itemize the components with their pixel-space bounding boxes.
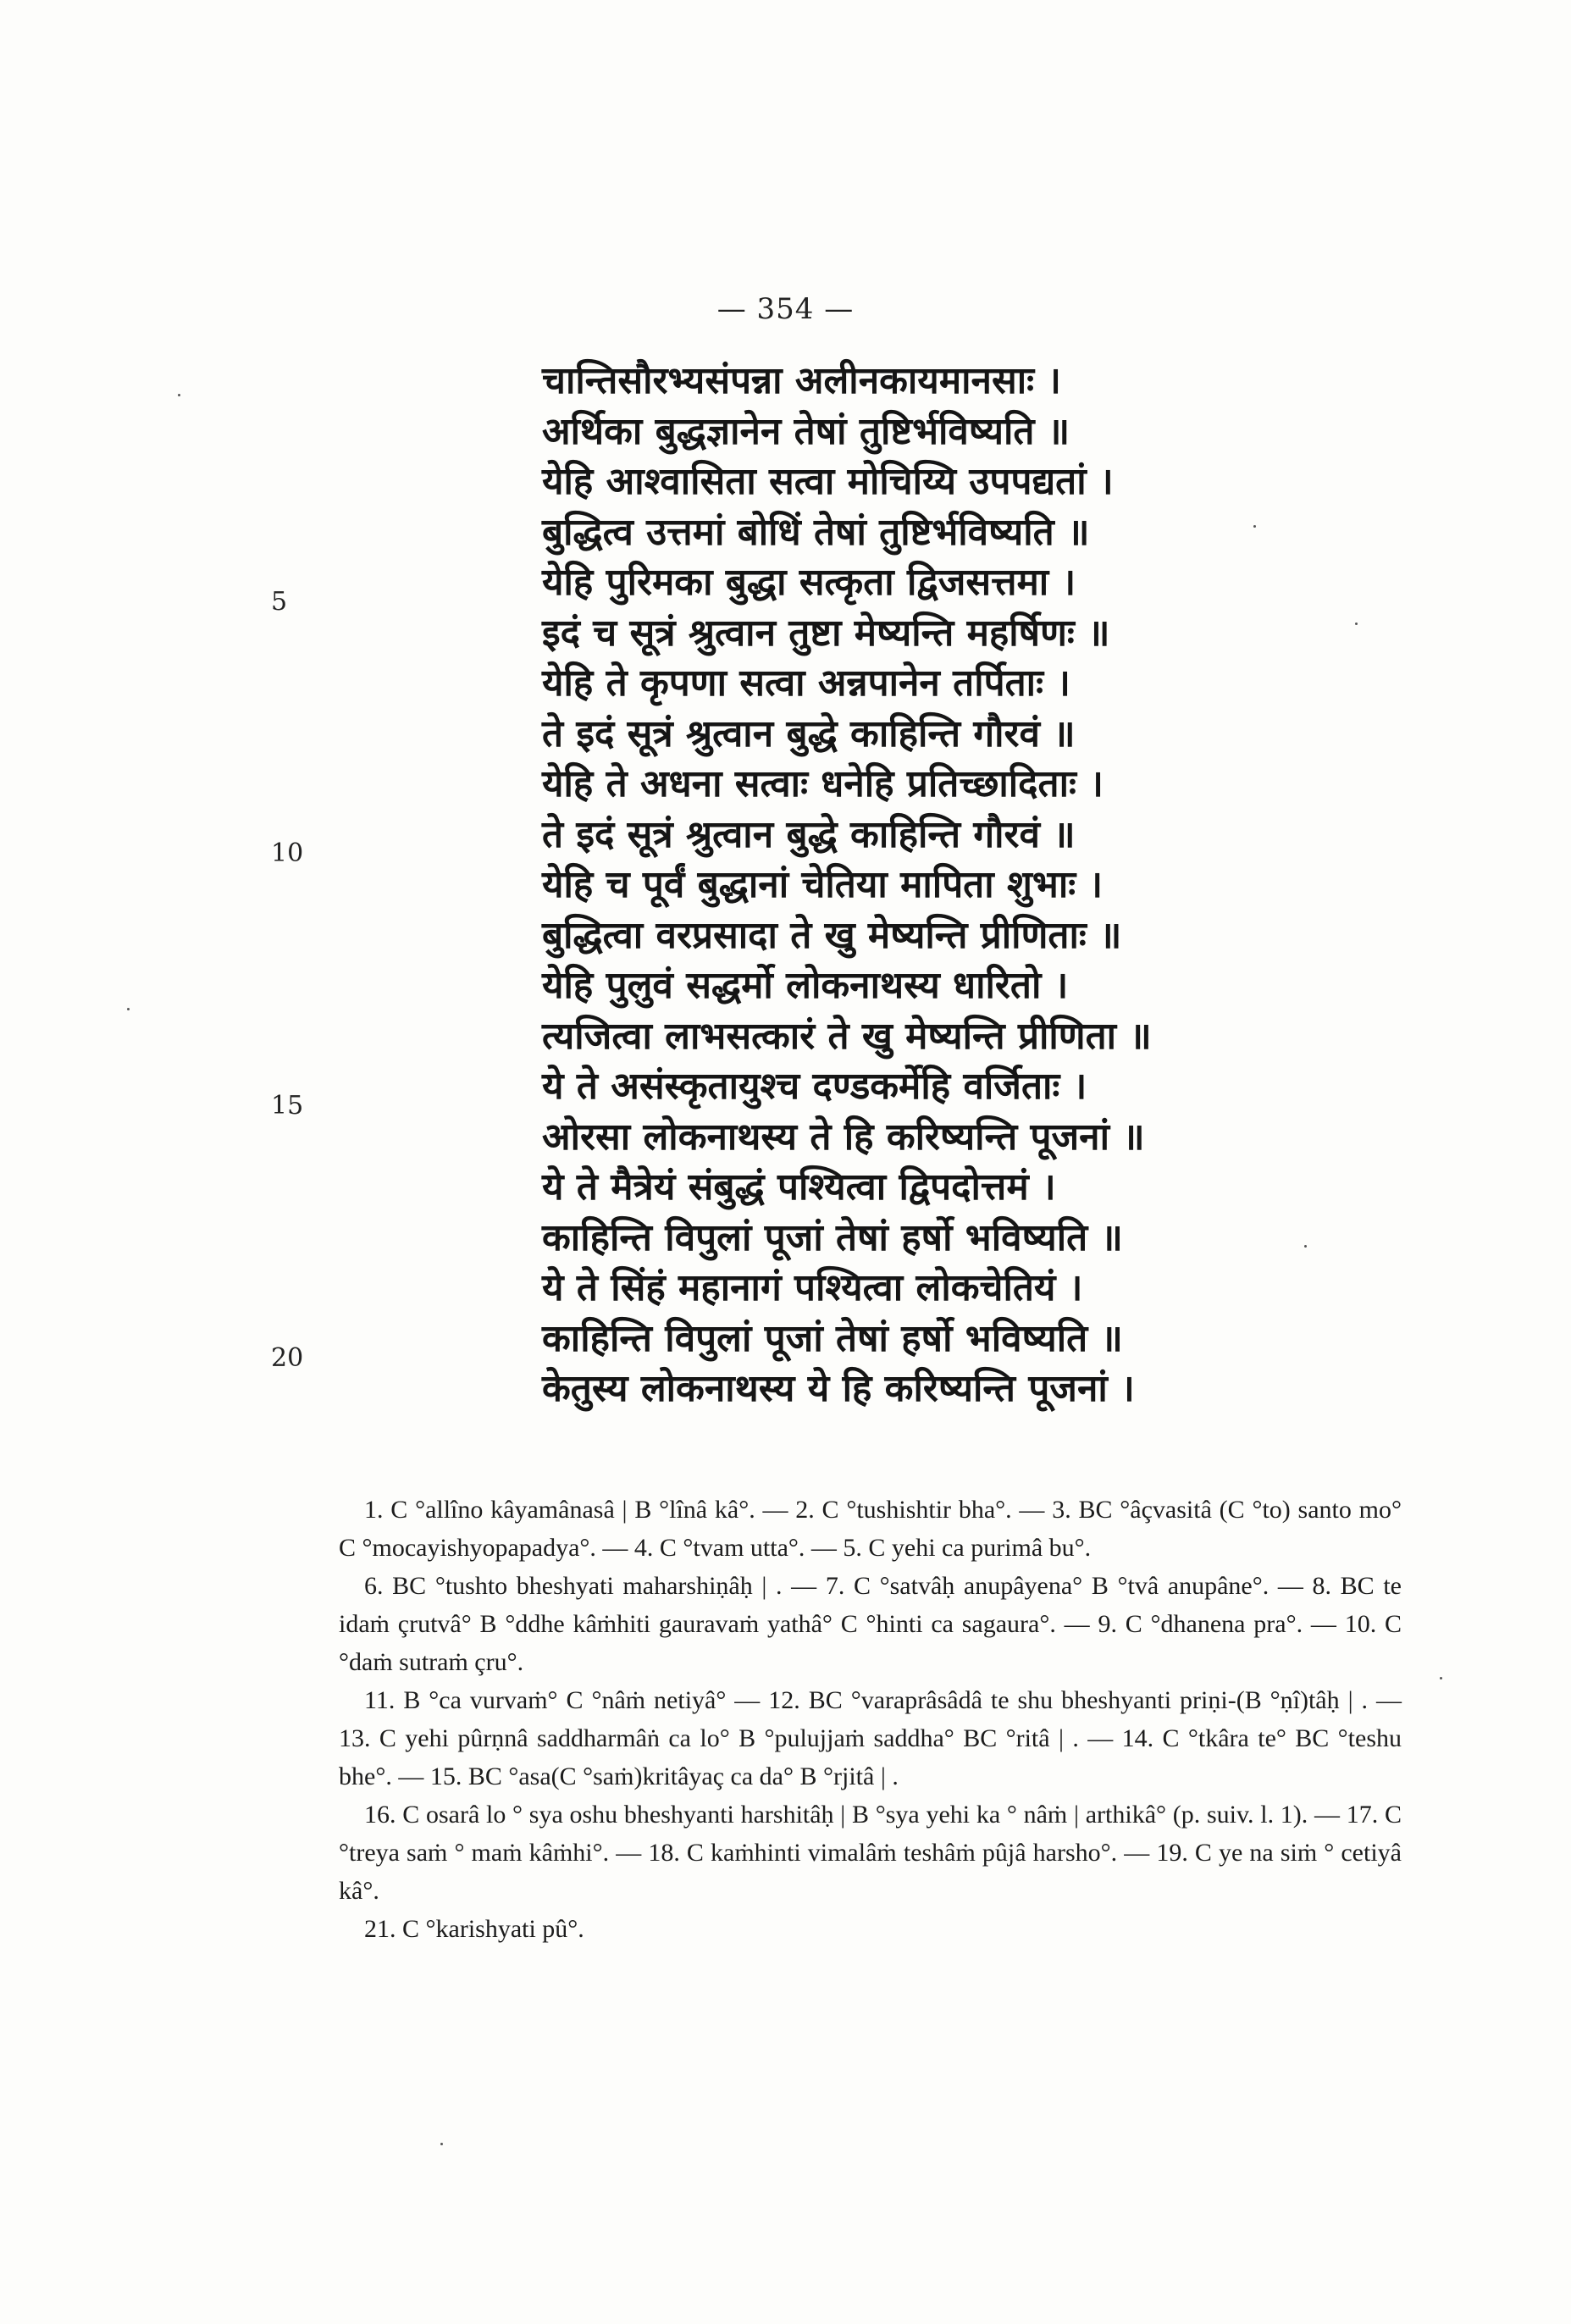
note-paragraph: 1. C °allîno kâyamânasâ | B °lînâ kâ°. — 2. C °tushishtir bha°. — 3. BC °âçvasitâ (C °to) santo mo° C °mocayishyopapadya°. — 4. C °tvam utta°. — 5. C yehi ca purimâ bu°. [339,1496,1402,1562]
verse-line: काहिन्ति विपुलां पूजां तेषां हर्षो भविष्यति ॥ [542,1215,1123,1259]
verse-line: केतुस्य लोकनाथस्य ये हि करिष्यन्ति पूजनां । [542,1367,1135,1410]
verse-line: अर्थिका बुद्धज्ञानेन तेषां तुष्टिर्भविष्यति ॥ [542,409,1070,453]
paper-speck [1253,525,1256,528]
verse-line: येहि पुरिमका बुद्धा सत्कृता द्विजसत्तमा । [542,561,1076,604]
verse-line: इदं च सूत्रं श्रुत्वान तुष्टा मेष्यन्ति महर्षिणः ॥ [542,611,1110,655]
line-number-15: 15 [271,1091,304,1120]
verse-line: ते इदं सूत्रं श्रुत्वान बुद्धे काहिन्ति गौरवं ॥ [542,812,1076,856]
paper-speck [127,1008,130,1010]
verse-line: येहि ते कृपणा सत्वा अन्नपानेन तर्पिताः । [542,661,1070,705]
paper-speck [1440,1677,1442,1679]
verse-line: ते इदं सूत्रं श्रुत्वान बुद्धे काहिन्ति गौरवं ॥ [542,711,1076,755]
paper-speck [440,2143,443,2145]
sanskrit-verses [542,356,1203,1414]
verse-line: येहि पुलुवं सद्धर्मो लोकनाथस्य धारितो । [542,964,1069,1007]
verse-line: त्यजित्वा लाभसत्कारं ते खु मेष्यन्ति प्रीणिता ॥ [542,1014,1152,1058]
verse-line: येहि ते अधना सत्वाः धनेहि प्रतिच्छादिताः । [542,762,1104,805]
verse-line: ये ते असंस्कृतायुश्च दण्डकर्मेहि वर्जिताः । [542,1065,1087,1108]
verse-line: ये ते सिंहं महानागं पश्यित्वा लोकचेतियं । [542,1266,1083,1309]
critical-apparatus-notes [339,1491,1402,1948]
page-number: — 354 — [716,292,855,326]
verse-line: ये ते मैत्रेयं संबुद्धं पश्यित्वा द्विपदोत्तमं । [542,1165,1056,1209]
verse-line: काहिन्ति विपुलां पूजां तेषां हर्षो भविष्यति ॥ [542,1316,1123,1360]
note-paragraph: 11. B °ca vurvaṁ° C °nâṁ netiyâ° — 12. BC °varaprâsâdâ te shu bheshyanti priṇi-(B °ṇî)tâḥ | . — 13. C yehi pûrṇnâ saddharmâṅ ca lo° B °pulujjaṁ saddha° BC °ritâ | . — 14. C °tkâra te° BC °teshu bhe°. — 15. BC °asa(C °saṁ)kritâyaç ca da° B °rjitâ | . [339,1686,1402,1790]
paper-speck [1304,1245,1307,1248]
note-paragraph: 16. C osarâ lo ° sya oshu bheshyanti harshitâḥ | B °sya yehi ka ° nâṁ | arthikâ° (p. suiv. l. 1). — 17. C °treya saṁ ° maṁ kâṁhi°. — 18. C kaṁhinti vimalâṁ teshâṁ pûjâ harsho°. — 19. C ye na siṁ ° cetiyâ kâ°. [339,1801,1402,1905]
line-number-5: 5 [271,587,288,617]
verse-line: चान्तिसौरभ्यसंपन्ना अलीनकायमानसाः । [542,359,1061,402]
paper-speck [178,394,180,396]
line-number-10: 10 [271,838,304,868]
verse-line: येहि आश्वासिता सत्वा मोचिय्यि उपपद्यतां । [542,460,1114,503]
line-number-20: 20 [271,1343,304,1373]
verse-line: बुद्धित्व उत्तमां बोधिं तेषां तुष्टिर्भविष्यति ॥ [542,510,1090,554]
note-paragraph: 21. C °karishyati pû°. [364,1915,584,1943]
note-paragraph: 6. BC °tushto bheshyati maharshiṇâḥ | . — 7. C °satvâḥ anupâyena° B °tvâ anupâne°. — 8. BC te idaṁ çrutvâ° B °ddhe kâṁhiti gauravaṁ yathâ° C °hinti ca sagaura°. — 9. C °dhanena pra°. — 10. C °daṁ sutraṁ çru°. [339,1572,1402,1676]
verse-line: ओरसा लोकनाथस्य ते हि करिष्यन्ति पूजनां ॥ [542,1115,1145,1159]
verse-line: बुद्धित्वा वरप्रसादा ते खु मेष्यन्ति प्रीणिताः ॥ [542,913,1122,957]
verse-line: येहि च पूर्वं बुद्धानां चेतिया मापिता शुभाः । [542,863,1104,906]
paper-speck [1355,622,1358,625]
